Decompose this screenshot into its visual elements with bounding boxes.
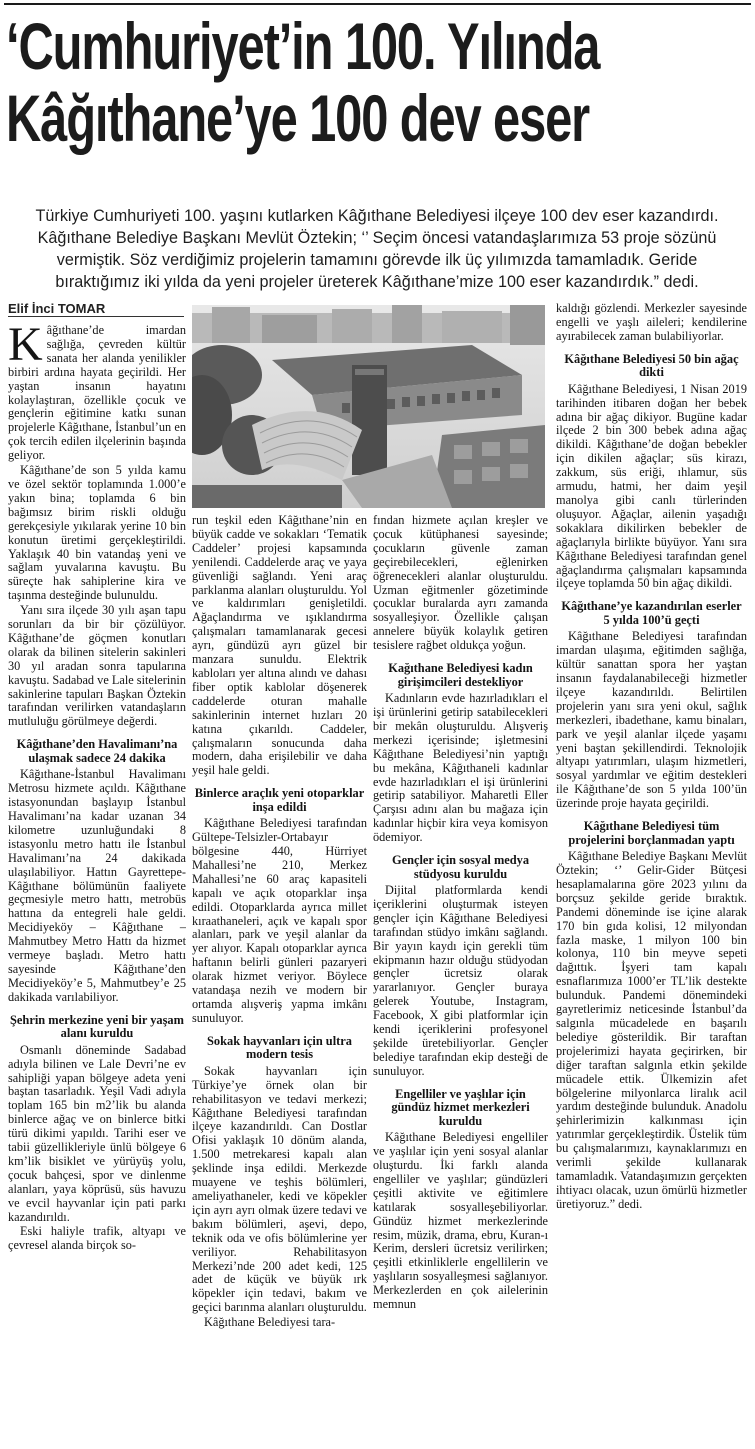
subheading: Binlerce araçlık yeni otoparklar inşa edildi (194, 786, 365, 814)
byline-rule (8, 316, 184, 317)
drop-cap: K (8, 324, 43, 371)
paragraph: Sokak hayvanları için Türkiye’ye örnek olan bir rehabilitasyon ve tedavi merkezi; Kâğıthane Belediyesi tarafından ilçeye kazandırıldı. Can Dostlar Ofisi yaklaşık 10 dönüm alanda, 1.500 metrekaresi kapalı alan şeklinde inşa edildi. Merkezde muayene ve teşhis bölümleri, ameliyathaneler, kedi ve köpekler için ayrı ayrı olmak üzere tedavi ve bakım bölümleri, aşevi, depo, teknik oda ve ofis bölümlerine yer veriliyor. Rehabilitasyon Merkezi’nde 200 adet kedi, 125 adet de küçük ve büyük ırk köpekler için tedavi, bakım ve geçici barınma alanları oluşturuldu. (192, 1063, 367, 1315)
article-column-4 (556, 302, 747, 1444)
aerial-building-photo (192, 305, 545, 508)
headline (6, 10, 750, 154)
article-photo (192, 305, 545, 508)
byline: Elif İnci TOMAR (8, 301, 106, 316)
article-column-2 (192, 514, 367, 1444)
paragraph: Kâğıthane Belediyesi tarafından Gültepe-Telsizler-Ortabayır bölgesine 440, Hürriyet Mahallesi’ne 210, Merkez Mahallesi’ne 60 araç kapasiteli kapalı ve açık otoparklar inşa edildi. Otoparklarda ayrıca millet kıraathaneleri, açık ve kapalı spor alanları, park ve yeşil alanlar da yer alıyor. Kapalı otoparklar ayrıca haftanın belirli günleri pazaryeri olarak hizmet veriyor. Böylece vatandaşa nezih ve modern bir ortamda alışveriş yapma imkânı sunuluyor. (192, 816, 367, 1025)
paragraph: kaldığı gözlendi. Merkezler sayesinde engelli ve yaşlı aileleri; kendilerine ayırabilecek zaman bulabiliyorlar. (556, 302, 747, 343)
subheading: Kâğıthane’ye kazandırılan eserler 5 yılda 100’ü geçti (561, 599, 742, 627)
subheading: Engelliler ve yaşlılar için gündüz hizmet merkezleri kuruldu (391, 1086, 530, 1128)
headline-line-2: Kâğıthane’ye 100 dev eser (6, 81, 590, 155)
paragraph: Dijital platformlarda kendi içeriklerini oluşturmak isteyen gençler için Kâğıthane Belediyesi tarafından stüdyo imkânı sağlandı. Bir yayın kaydı için gerekli tüm ekipmanın hazır olduğu stüdyodan gençler ücretsiz olarak yararlanıyor. Gençler buraya gelerek Youtube, Instagram, Facebook, X gibi platformlar için kendi içeriklerini profesyonel şekilde üretebiliyorlar. Gençler belediye tarafından ekip desteği de sunuluyor. (373, 883, 548, 1078)
paragraph: fından hizmete açılan kreşler ve çocuk kütüphanesi sayesinde; çocukların güvenle zaman geçirebilecekleri, eğlenirken öğrenecekleri alanlar oluşturuldu. Uzman eğitmenler gözetiminde çocuklar buralarda ayrı zamanda sosyalleşiyor. Özellikle çalışan annelere büyük kolaylık getiren tesislere rağbet oldukça yoğun. (373, 514, 548, 653)
paragraph: Kâğıthane Belediyesi tarafından imardan ulaşıma, eğitimden sağlığa, kültür sanattan spora her yaştan insanın faydalanabileceği hizmetler ilçeye kazandırıldı. Belirtilen projelerin yanı sıra yeni okul, sağlık merkezleri, ibadethane, kamu binaları, park ve yeşil alanlar ilçede yaşamı yeni baştan şekillendirdi. Teknolojik altyapı yatırımları, ulaşım hizmetleri, sosyal yardımlar ve eğitim destekleri ile Kâğıthane’de son 5 yılda 100’ün üzerinde proje hayata geçirildi. (556, 629, 747, 811)
paragraph: Osmanlı döneminde Sadabad adıyla bilinen ve Lale Devri’ne ev sahipliği yapan bölgeye adeta yeni baştan tasarladık. Yeşil Vadi adıyla toplam 165 bin m2’lik bu alanda binlerce ağaç ve on binlerce bitki türü dikimi yapıldı. Tarihi eser ve tabii güzellikleriyle ünlü bölgeye 6 km’lik bisiklet ve yürüyüş yolu, çocuk bahçesi, spor ve dinlenme alanları, yaya köprüsü, süs havuzu ve evcil hayvanlar için pati parkı kazandırıldı. (8, 1042, 186, 1224)
lead-line-4: bıraktığımız iki yılda da yeni projeler üreterek Kâğıthane’mize 100 eser kazandırdık.” dedi. (55, 273, 699, 291)
lead-paragraph (8, 205, 746, 293)
article-column-1 (8, 324, 186, 1444)
subheading: Kâğıthane Belediyesi tüm projelerini borçlanmadan yaptı (568, 819, 735, 847)
paragraph: run teşkil eden Kâğıthane’nin en büyük cadde ve sokakları ‘Tematik Caddeler’ projesi kapsamında yenilendi. Caddelerde araç ve yaya güvenliği sağlandı. Yeni araç parklanma alanları oluşturuldu. Yol ve kaldırımları genişletildi. Ağaçlandırma ve ışıklandırma çalışmaları tamamlanarak gecesi ayrı, gündüzü ayrı güzel bir manzara sunuldu. Elektrik kabloları yer altına alındı ve dahası fiber optik kablolar döşenerek caddelerde oturan mahalle sakinlerinin internet hızları 20 katına çıkarıldı. Caddeler, çalışmaların sonucunda daha modern, daha erişilebilir ve daha yeşil hale geldi. (192, 514, 367, 778)
subheading: Kâğıthane’den Havalimanı’na ulaşmak sadece 24 dakika (16, 737, 178, 765)
lead-line-2: Kâğıthane Belediye Başkanı Mevlüt Öztekin; ‘’ Seçim öncesi vatandaşlarımıza 53 proje sözünü (37, 229, 717, 247)
paragraph: Kâğıthane Belediyesi tara- (204, 1315, 336, 1330)
paragraph (8, 324, 186, 463)
subheading: Kağıthane Belediyesi kadın girişimcileri destekliyor (388, 661, 533, 689)
top-rule (4, 3, 751, 5)
subheading: Kâğıthane Belediyesi 50 bin ağaç dikti (564, 351, 739, 380)
article-column-3 (373, 514, 548, 1444)
paragraph: Kâğıthane Belediyesi, 1 Nisan 2019 tarihinden itibaren doğan her bebek adına bir ağaç dikiyor. Bugüne kadar ilçede 2 bin 300 bebek adına ağaç dikildi. Kâğıthane’de doğan bebekler için dikilen ağaçlar; süs kirazı, zakkum, süs eriği, ıhlamur, süs armudu, hatmi, her daim yeşil manolya gibi canlı türlerinden oluşuyor. Ağaçlar, ailenin yaşadığı sokaklara dikilirken bebekler de ağaçlarıyla birlikte büyüyor. Yanı sıra Kâğıthane Belediyesi tarafından genel ağaçlandırma çalışmaları kapsamında ilçeye toplamda 50 bin ağaç dikildi. (556, 381, 747, 591)
subheading: Şehrin merkezine yeni bir yaşam alanı kuruldu (10, 1012, 184, 1041)
headline-line-1: ‘Cumhuriyet’in 100. Yılında (6, 9, 600, 83)
paragraph: Kâğıthane’de son 5 yılda kamu ve özel sektör toplamında 1.000’e yakın bina; toplamda 6 bin bağımsız birim riskli olduğu gerekçesiyle yıkılarak yerine 10 bin konutun üretimi gerçekleştirildi. Yaklaşık 40 bin vatandaş yeni ve sağlam yuvalarına kavuştu. Bu süreçte hak sahiplerine kira ve taşınma desteğinde bulunuldu. (8, 463, 186, 603)
lead-line-3: vermiştik. Söz verdiğimiz projelerin tamamını görevde ilk üç yılımızda tamamladık. Geride (56, 251, 698, 269)
subheading: Sokak hayvanları için ultra modern tesis (207, 1033, 352, 1062)
subheading: Gençler için sosyal medya stüdyosu kuruldu (391, 853, 530, 881)
paragraph: Eski haliyle trafik, altyapı ve çevresel alanda birçok so- (8, 1224, 186, 1253)
paragraph: Kâğıthane Belediye Başkanı Mevlüt Öztekin; ‘’ Gelir-Gider Bütçesi hesaplamalarına göre 2023 yılını da borçsuz şekilde geride bıraktık. Pandemi döneminde ise içine alarak 170 bin gıda kolisi, 12 milyondan fazla maske, 1 milyon 100 bin kolonya, 110 bin meyve sepeti dağıttık. İşyeri tam kapalı esnaflarımıza 1000’er TL’lik destekte bulunduk. Pandemi dönemindeki gayretlerimiz neticesinde İstanbul’da salgınla mücadelede en başarılı belediye gösterildik. Bir taraftan projelerimizi hayata geçirirken, bir diğer taraftan salgınla etkin şekilde mücadele ettik. Ülkemizin afet bölgelerine milyonlarca liralık acil yardım desteğinde bulunduk. Anadolu şehirlerimizin kalkınması için yatırımlar gerçekleştirdik. Üstelik tüm bu çalışmalarımızı, kaynaklarımızı en verimli şekilde kullanarak tamamladık. Vatandaşımızın gerçekten ihtiyacı olacak, uzun ömürlü hizmetler üretiyoruz.” dedi. (556, 849, 747, 1211)
paragraph: Kadınların evde hazırladıkları el işi ürünlerini getirip satabilecekleri bir mekân oluşturuldu. Alışveriş merkezi içerisinde; işletmesini Kâğıthane Belediyesi’nin yaptığı bu mekâna, Kâğıthaneli kadınlar evde hazırladıkları el işi ürünlerini getirip satabiliyor. Maharetli Eller Çarşısı adını alan bu mağaza için kadınlar hiçbir kira veya komisyon ödemiyor. (373, 691, 548, 845)
paragraph-text: âğıthane’de imardan sağlığa, çevreden kültür sanata her alanda yenilikler birbiri ardına hayata geçirildi. Her yaştan insanın hayatını kolaylaştıran, özellikle çocuk ve gençlerin eğitimine katkı sunan projelerle Kâğıthane, İstanbul’un en çok tercih edilen ilçelerinin başında geliyor. (8, 324, 186, 463)
paragraph: Yanı sıra ilçede 30 yılı aşan tapu sorunları da bir bir çözülüyor. Kâğıthane’de göçmen konutları olarak da bilinen sitelerin sakinleri 30 yıl aradan sonra tapularına kavuştu. Sadabad ve Lale sitelerinin sakinlerine tapuları Başkan Öztekin tarafından verilirken vatandaşların mutluluğu görülmeye değerdi. (8, 603, 186, 729)
paragraph: Kâğıthane Belediyesi engelliler ve yaşlılar için yeni sosyal alanlar oluşturdu. İki farklı alanda engelliler ve yaşlılar; gündüzleri çeşitli aktivite ve eğitimlere katılarak sosyalleşebiliyorlar. Gündüz hizmet merkezlerinde resim, müzik, drama, ebru, Kuran-ı Kerim, dersleri ücretsiz verilirken; çeşitli etkinliklerle engellilerin ve yaşlıların sosyalleşmesi sağlanıyor. Merkezlerden en çok ailelerinin memnun (373, 1130, 548, 1312)
lead-line-1: Türkiye Cumhuriyeti 100. yaşını kutlarken Kâğıthane Belediyesi ilçeye 100 dev eser kazandırdı. (35, 207, 719, 225)
paragraph: Kâğıthane-İstanbul Havalimanı Metrosu hizmete açıldı. Kâğıthane istasyonundan başlayıp İstanbul Havalimanı’na kadar uzanan 34 kilometre uzunluğundaki 8 istasyonlu metro hattı ile İstanbul Havalimanı’na 24 dakikada ulaşılabiliyor. Hattın Gayrettepe-Kâğıthane bölümünün faaliyete geçmesiyle metro hattı, metrobüs hattına da entegreli hale geldi. Mecidiyeköy – Kâğıthane – Mahmutbey Metro Hattı da hizmet vermeye başladı. Metro hattı sayesinde Kâğıthane’den Mecidiyeköy’e 5, Mahmutbey’e 25 dakikada varılabiliyor. (8, 767, 186, 1004)
